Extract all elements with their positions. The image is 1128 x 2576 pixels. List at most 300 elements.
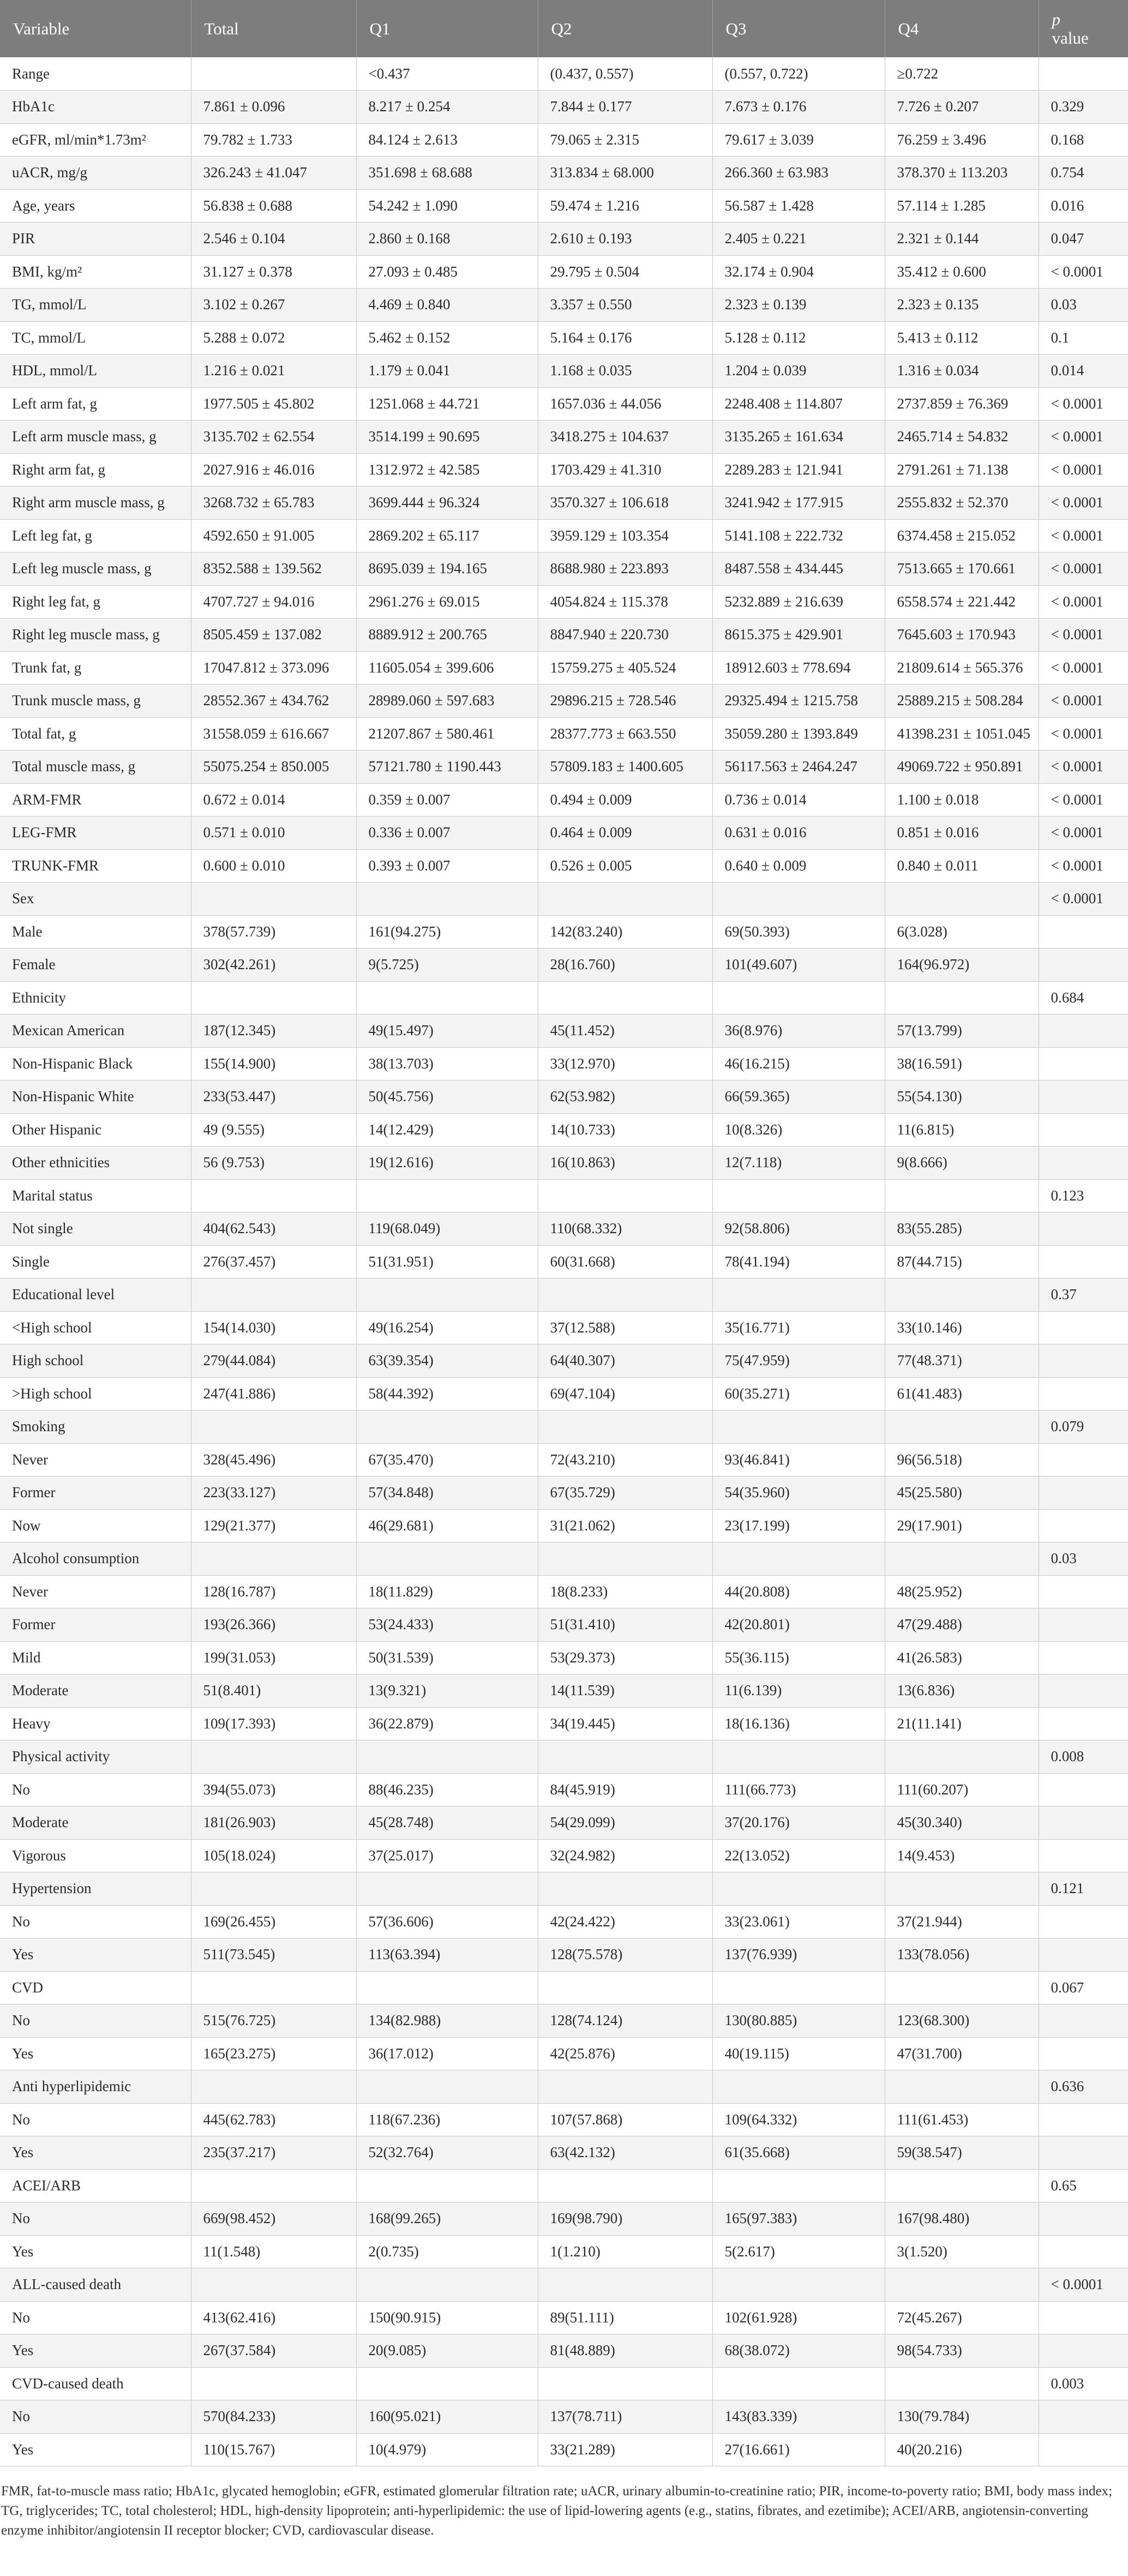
cell-label: TRUNK-FMR <box>0 849 191 882</box>
table-row <box>0 91 1128 124</box>
cell-q2: 128(74.124) <box>538 2004 712 2038</box>
cell-label: Yes <box>0 2433 191 2466</box>
cell-q3: 5141.108 ± 222.732 <box>712 519 885 553</box>
cell-total: 181(26.903) <box>191 1806 356 1840</box>
cell-total: 56.838 ± 0.688 <box>191 189 356 223</box>
cell-q1: 67(35.470) <box>356 1443 538 1476</box>
cell-q2 <box>538 981 712 1014</box>
cell-q1: 57121.780 ± 1190.443 <box>356 750 538 784</box>
cell-q3: 2289.283 ± 121.941 <box>712 453 885 487</box>
table-row <box>0 585 1128 619</box>
cell-q2: 33(21.289) <box>538 2433 712 2466</box>
table-section-row <box>0 2367 1128 2400</box>
cell-q2: 37(12.588) <box>538 1311 712 1344</box>
table-row <box>0 1575 1128 1608</box>
cell-q3: 93(46.841) <box>712 1443 885 1476</box>
cell-q1: 8.217 ± 0.254 <box>356 91 538 124</box>
cell-q1: 0.393 ± 0.007 <box>356 849 538 882</box>
cell-p: 0.1 <box>1039 321 1128 355</box>
cell-p: 0.123 <box>1039 1179 1128 1212</box>
cell-total: 3135.702 ± 62.554 <box>191 421 356 454</box>
header-row <box>0 0 1128 57</box>
cell-label: Yes <box>0 2235 191 2268</box>
cell-q2: 1703.429 ± 41.310 <box>538 453 712 487</box>
cell-label: No <box>0 2400 191 2434</box>
table-row <box>0 948 1128 982</box>
cell-q4: 111(61.453) <box>885 2103 1039 2136</box>
cell-q4 <box>885 1410 1039 1444</box>
cell-q1: 9(5.725) <box>356 948 538 982</box>
cell-q4: 45(30.340) <box>885 1806 1039 1840</box>
cell-q2: 69(47.104) <box>538 1377 712 1410</box>
table-section-row <box>0 1872 1128 1906</box>
cell-q1: 0.336 ± 0.007 <box>356 816 538 850</box>
cell-q4: ≥0.722 <box>885 57 1039 91</box>
table-row <box>0 1773 1128 1806</box>
cell-q1: 84.124 ± 2.613 <box>356 123 538 157</box>
cell-q3: 27(16.661) <box>712 2433 885 2466</box>
cell-q1: 2961.276 ± 69.015 <box>356 585 538 619</box>
cell-q2: 64(40.307) <box>538 1344 712 1378</box>
cell-p: < 0.0001 <box>1039 387 1128 421</box>
cell-label: No <box>0 1773 191 1806</box>
table-section-row <box>0 1179 1128 1212</box>
cell-q3: 37(20.176) <box>712 1806 885 1840</box>
cell-q3: 2.405 ± 0.221 <box>712 223 885 256</box>
cell-q1: 4.469 ± 0.840 <box>356 289 538 322</box>
table-row <box>0 1905 1128 1938</box>
cell-q4: 87(44.715) <box>885 1245 1039 1278</box>
cell-total <box>191 1971 356 2004</box>
cell-q4: 3(1.520) <box>885 2235 1039 2268</box>
cell-q1: 13(9.321) <box>356 1674 538 1708</box>
table-row <box>0 1212 1128 1246</box>
cell-q3: 109(64.332) <box>712 2103 885 2136</box>
cell-label: <High school <box>0 1311 191 1344</box>
cell-p <box>1039 1938 1128 1972</box>
cell-q1: 119(68.049) <box>356 1212 538 1246</box>
cell-q3: 23(17.199) <box>712 1509 885 1542</box>
cell-p <box>1039 1113 1128 1146</box>
table-row <box>0 1641 1128 1674</box>
table-row <box>0 750 1128 784</box>
table-row <box>0 1146 1128 1180</box>
table-row <box>0 1674 1128 1708</box>
table-row <box>0 1839 1128 1872</box>
cell-q3 <box>712 1872 885 1906</box>
cell-label: Smoking <box>0 1410 191 1444</box>
cell-q2 <box>538 1971 712 2004</box>
cell-q2: 0.464 ± 0.009 <box>538 816 712 850</box>
cell-q3: 0.640 ± 0.009 <box>712 849 885 882</box>
cell-q3: 55(36.115) <box>712 1641 885 1674</box>
cell-q3: 5(2.617) <box>712 2235 885 2268</box>
table-row <box>0 1509 1128 1542</box>
cell-p: < 0.0001 <box>1039 453 1128 487</box>
cell-total: 0.571 ± 0.010 <box>191 816 356 850</box>
cell-total: 378(57.739) <box>191 915 356 948</box>
cell-p <box>1039 1707 1128 1740</box>
cell-q2: 15759.275 ± 405.524 <box>538 651 712 684</box>
cell-label: Trunk fat, g <box>0 651 191 684</box>
cell-total: 4707.727 ± 94.016 <box>191 585 356 619</box>
cell-q1: 63(39.354) <box>356 1344 538 1378</box>
cell-p: 0.03 <box>1039 289 1128 322</box>
cell-q3: 0.736 ± 0.014 <box>712 783 885 816</box>
cell-q3: 46(16.215) <box>712 1047 885 1080</box>
cell-q4: 5.413 ± 0.112 <box>885 321 1039 355</box>
cell-q1 <box>356 1542 538 1576</box>
cell-q3: 54(35.960) <box>712 1476 885 1510</box>
cell-total: 28552.367 ± 434.762 <box>191 684 356 718</box>
cell-total <box>191 1542 356 1576</box>
cell-label: No <box>0 2103 191 2136</box>
cell-p: 0.047 <box>1039 223 1128 256</box>
cell-p: 0.37 <box>1039 1278 1128 1312</box>
cell-q3 <box>712 1410 885 1444</box>
cell-q3: 3241.942 ± 177.915 <box>712 487 885 520</box>
cell-q2 <box>538 1872 712 1906</box>
cell-q4: 6558.574 ± 221.442 <box>885 585 1039 619</box>
cell-label: Not single <box>0 1212 191 1246</box>
cell-q1: 1312.972 ± 42.585 <box>356 453 538 487</box>
cell-p: 0.03 <box>1039 1542 1128 1576</box>
cell-label: Other ethnicities <box>0 1146 191 1180</box>
cell-p: < 0.0001 <box>1039 717 1128 750</box>
cell-q2: 169(98.790) <box>538 2202 712 2236</box>
cell-q2: 60(31.668) <box>538 1245 712 1278</box>
cell-p: 0.684 <box>1039 981 1128 1014</box>
cell-p <box>1039 2334 1128 2368</box>
cell-q4: 21(11.141) <box>885 1707 1039 1740</box>
cell-q1: 14(12.429) <box>356 1113 538 1146</box>
cell-q1: 57(34.848) <box>356 1476 538 1510</box>
cell-total: 105(18.024) <box>191 1839 356 1872</box>
cell-label: Yes <box>0 2136 191 2170</box>
cell-q2: 3570.327 ± 106.618 <box>538 487 712 520</box>
header-q1: Q1 <box>356 0 538 57</box>
cell-q2: 53(29.373) <box>538 1641 712 1674</box>
cell-q2: 8688.980 ± 223.893 <box>538 553 712 586</box>
cell-total: 128(16.787) <box>191 1575 356 1608</box>
cell-q1: 51(31.951) <box>356 1245 538 1278</box>
cell-p <box>1039 2004 1128 2038</box>
cell-total: 570(84.233) <box>191 2400 356 2434</box>
cell-total: 3.102 ± 0.267 <box>191 289 356 322</box>
cell-label: Trunk muscle mass, g <box>0 684 191 718</box>
table-row <box>0 1047 1128 1080</box>
cell-total: 247(41.886) <box>191 1377 356 1410</box>
cell-q4: 13(6.836) <box>885 1674 1039 1708</box>
cell-label: Heavy <box>0 1707 191 1740</box>
cell-q1: 45(28.748) <box>356 1806 538 1840</box>
cell-q4: 59(38.547) <box>885 2136 1039 2170</box>
cell-total: 223(33.127) <box>191 1476 356 1510</box>
table-row <box>0 2235 1128 2268</box>
table-body <box>0 57 1128 2466</box>
cell-q3: 143(83.339) <box>712 2400 885 2434</box>
cell-q1: 58(44.392) <box>356 1377 538 1410</box>
cell-q2: 3.357 ± 0.550 <box>538 289 712 322</box>
table-row <box>0 2037 1128 2070</box>
cell-label: Right arm fat, g <box>0 453 191 487</box>
cell-label: ALL-caused death <box>0 2268 191 2302</box>
cell-q3: 56117.563 ± 2464.247 <box>712 750 885 784</box>
table-row <box>0 915 1128 948</box>
cell-q1: 2(0.735) <box>356 2235 538 2268</box>
cell-total: 515(76.725) <box>191 2004 356 2038</box>
cell-p: 0.65 <box>1039 2169 1128 2202</box>
cell-q3 <box>712 1740 885 1774</box>
cell-p <box>1039 1575 1128 1608</box>
cell-p: 0.329 <box>1039 91 1128 124</box>
cell-q2 <box>538 2268 712 2302</box>
header-p-value <box>1039 0 1128 57</box>
table-row <box>0 157 1128 190</box>
cell-q1: 36(17.012) <box>356 2037 538 2070</box>
cell-q2: 62(53.982) <box>538 1080 712 1114</box>
cell-p: < 0.0001 <box>1039 255 1128 289</box>
table-row <box>0 2103 1128 2136</box>
cell-total: 1977.505 ± 45.802 <box>191 387 356 421</box>
cell-q2 <box>538 1278 712 1312</box>
cell-p: 0.121 <box>1039 1872 1128 1906</box>
cell-q3: 44(20.808) <box>712 1575 885 1608</box>
cell-q1: 37(25.017) <box>356 1839 538 1872</box>
cell-q4 <box>885 2367 1039 2400</box>
cell-label: Moderate <box>0 1674 191 1708</box>
cell-label: Ethnicity <box>0 981 191 1014</box>
cell-total: 1.216 ± 0.021 <box>191 355 356 388</box>
cell-p: 0.636 <box>1039 2070 1128 2104</box>
cell-label: Yes <box>0 1938 191 1972</box>
cell-p: < 0.0001 <box>1039 487 1128 520</box>
cell-p <box>1039 2301 1128 2334</box>
table-row <box>0 2004 1128 2038</box>
cell-q4: 11(6.815) <box>885 1113 1039 1146</box>
cell-q2: 16(10.863) <box>538 1146 712 1180</box>
cell-label: Total muscle mass, g <box>0 750 191 784</box>
cell-label: Mild <box>0 1641 191 1674</box>
cell-label: Former <box>0 1476 191 1510</box>
cell-p <box>1039 1311 1128 1344</box>
cell-p <box>1039 1608 1128 1642</box>
cell-p <box>1039 1905 1128 1938</box>
cell-label: Total fat, g <box>0 717 191 750</box>
cell-q3: 5232.889 ± 216.639 <box>712 585 885 619</box>
cell-label: Moderate <box>0 1806 191 1840</box>
cell-q2: 29.795 ± 0.504 <box>538 255 712 289</box>
cell-total <box>191 1410 356 1444</box>
cell-label: >High school <box>0 1377 191 1410</box>
cell-total: 31.127 ± 0.378 <box>191 255 356 289</box>
cell-q4: 1.316 ± 0.034 <box>885 355 1039 388</box>
cell-q1: 161(94.275) <box>356 915 538 948</box>
table-section-row <box>0 981 1128 1014</box>
cell-q1: 53(24.433) <box>356 1608 538 1642</box>
cell-q1 <box>356 1278 538 1312</box>
cell-label: Left leg fat, g <box>0 519 191 553</box>
table-section-row <box>0 1278 1128 1312</box>
cell-q1: 88(46.235) <box>356 1773 538 1806</box>
cell-q3: 18912.603 ± 778.694 <box>712 651 885 684</box>
cell-q2: 34(19.445) <box>538 1707 712 1740</box>
cell-p <box>1039 1806 1128 1840</box>
cell-q2: 2.610 ± 0.193 <box>538 223 712 256</box>
cell-q4: 76.259 ± 3.496 <box>885 123 1039 157</box>
table-row <box>0 189 1128 223</box>
cell-label: No <box>0 1905 191 1938</box>
cell-q4: 77(48.371) <box>885 1344 1039 1378</box>
table-row <box>0 2136 1128 2170</box>
cell-q3: 35059.280 ± 1393.849 <box>712 717 885 750</box>
cell-q4 <box>885 1872 1039 1906</box>
cell-q3: 32.174 ± 0.904 <box>712 255 885 289</box>
cell-p <box>1039 2400 1128 2434</box>
cell-q2: 33(12.970) <box>538 1047 712 1080</box>
cell-q2: 81(48.889) <box>538 2334 712 2368</box>
cell-q4: 47(31.700) <box>885 2037 1039 2070</box>
cell-p <box>1039 1377 1128 1410</box>
table-row <box>0 1014 1128 1048</box>
table-section-row <box>0 2169 1128 2202</box>
cell-total: 413(62.416) <box>191 2301 356 2334</box>
cell-q2: 57809.183 ± 1400.605 <box>538 750 712 784</box>
table-row <box>0 57 1128 91</box>
cell-q4: 98(54.733) <box>885 2334 1039 2368</box>
cell-total: 79.782 ± 1.733 <box>191 123 356 157</box>
cell-q1: 54.242 ± 1.090 <box>356 189 538 223</box>
cell-total: 110(15.767) <box>191 2433 356 2466</box>
cell-q1: 57(36.606) <box>356 1905 538 1938</box>
cell-q1: 49(15.497) <box>356 1014 538 1048</box>
cell-q2: 4054.824 ± 115.378 <box>538 585 712 619</box>
cell-q3: 78(41.194) <box>712 1245 885 1278</box>
cell-q1: 150(90.915) <box>356 2301 538 2334</box>
cell-q3: 40(19.115) <box>712 2037 885 2070</box>
cell-total <box>191 882 356 916</box>
cell-q3: 165(97.383) <box>712 2202 885 2236</box>
cell-q4: 2.323 ± 0.135 <box>885 289 1039 322</box>
cell-q2: 107(57.868) <box>538 2103 712 2136</box>
table-row <box>0 1344 1128 1378</box>
cell-p: < 0.0001 <box>1039 684 1128 718</box>
header-total: Total <box>191 0 356 57</box>
cell-q4 <box>885 1542 1039 1576</box>
cell-q3 <box>712 2268 885 2302</box>
cell-q4: 37(21.944) <box>885 1905 1039 1938</box>
cell-total <box>191 2268 356 2302</box>
cell-label: LEG-FMR <box>0 816 191 850</box>
cell-q3: 92(58.806) <box>712 1212 885 1246</box>
table-row <box>0 684 1128 718</box>
cell-q3: 2.323 ± 0.139 <box>712 289 885 322</box>
table-row <box>0 717 1128 750</box>
cell-q2: 18(8.233) <box>538 1575 712 1608</box>
cell-q2: 1(1.210) <box>538 2235 712 2268</box>
cell-q1 <box>356 882 538 916</box>
table-row <box>0 1476 1128 1510</box>
cell-total: 11(1.548) <box>191 2235 356 2268</box>
cell-q2: 84(45.919) <box>538 1773 712 1806</box>
cell-q2: 32(24.982) <box>538 1839 712 1872</box>
cell-total: 328(45.496) <box>191 1443 356 1476</box>
cell-total <box>191 1872 356 1906</box>
cell-q1: 28989.060 ± 597.683 <box>356 684 538 718</box>
cell-label: High school <box>0 1344 191 1378</box>
cell-q4: 83(55.285) <box>885 1212 1039 1246</box>
cell-p: 0.016 <box>1039 189 1128 223</box>
table-row <box>0 321 1128 355</box>
cell-q4: 96(56.518) <box>885 1443 1039 1476</box>
cell-q1: 2869.202 ± 65.117 <box>356 519 538 553</box>
header-q2: Q2 <box>538 0 712 57</box>
cell-total: 109(17.393) <box>191 1707 356 1740</box>
cell-q3: 69(50.393) <box>712 915 885 948</box>
cell-q3: 8615.375 ± 429.901 <box>712 619 885 652</box>
table-row <box>0 1608 1128 1642</box>
cell-q3: 102(61.928) <box>712 2301 885 2334</box>
cell-q3: 36(8.976) <box>712 1014 885 1048</box>
table-row <box>0 453 1128 487</box>
cell-total: 51(8.401) <box>191 1674 356 1708</box>
cell-label: PIR <box>0 223 191 256</box>
cell-q4: 0.840 ± 0.011 <box>885 849 1039 882</box>
cell-q4: 40(20.216) <box>885 2433 1039 2466</box>
table-row <box>0 487 1128 520</box>
cell-p <box>1039 2037 1128 2070</box>
cell-q4 <box>885 1971 1039 2004</box>
cell-q4 <box>885 882 1039 916</box>
cell-q3: 29325.494 ± 1215.758 <box>712 684 885 718</box>
cell-q3: 101(49.607) <box>712 948 885 982</box>
cell-q4: 111(60.207) <box>885 1773 1039 1806</box>
cell-p: 0.067 <box>1039 1971 1128 2004</box>
cell-q1: 36(22.879) <box>356 1707 538 1740</box>
cell-p <box>1039 1476 1128 1510</box>
cell-total: 511(73.545) <box>191 1938 356 1972</box>
cell-q3 <box>712 882 885 916</box>
cell-p <box>1039 1146 1128 1180</box>
cell-q2: 54(29.099) <box>538 1806 712 1840</box>
cell-q3: 0.631 ± 0.016 <box>712 816 885 850</box>
cell-p <box>1039 1509 1128 1542</box>
cell-q1: 20(9.085) <box>356 2334 538 2368</box>
cell-q3: 2248.408 ± 114.807 <box>712 387 885 421</box>
cell-p <box>1039 57 1128 91</box>
cell-total: 55075.254 ± 850.005 <box>191 750 356 784</box>
table-row <box>0 355 1128 388</box>
table-row <box>0 849 1128 882</box>
table-row <box>0 1806 1128 1840</box>
cell-label: TC, mmol/L <box>0 321 191 355</box>
cell-total: 0.672 ± 0.014 <box>191 783 356 816</box>
cell-p <box>1039 1212 1128 1246</box>
table-row <box>0 519 1128 553</box>
cell-q4 <box>885 2268 1039 2302</box>
cell-p: < 0.0001 <box>1039 816 1128 850</box>
cell-label: Yes <box>0 2334 191 2368</box>
cell-q4: 1.100 ± 0.018 <box>885 783 1039 816</box>
cell-q1: 0.359 ± 0.007 <box>356 783 538 816</box>
cell-q2 <box>538 2367 712 2400</box>
cell-label: Never <box>0 1443 191 1476</box>
cell-total: 7.861 ± 0.096 <box>191 91 356 124</box>
cell-total: 187(12.345) <box>191 1014 356 1048</box>
cell-label: No <box>0 2202 191 2236</box>
cell-q3: 111(66.773) <box>712 1773 885 1806</box>
cell-q4: 6(3.028) <box>885 915 1039 948</box>
